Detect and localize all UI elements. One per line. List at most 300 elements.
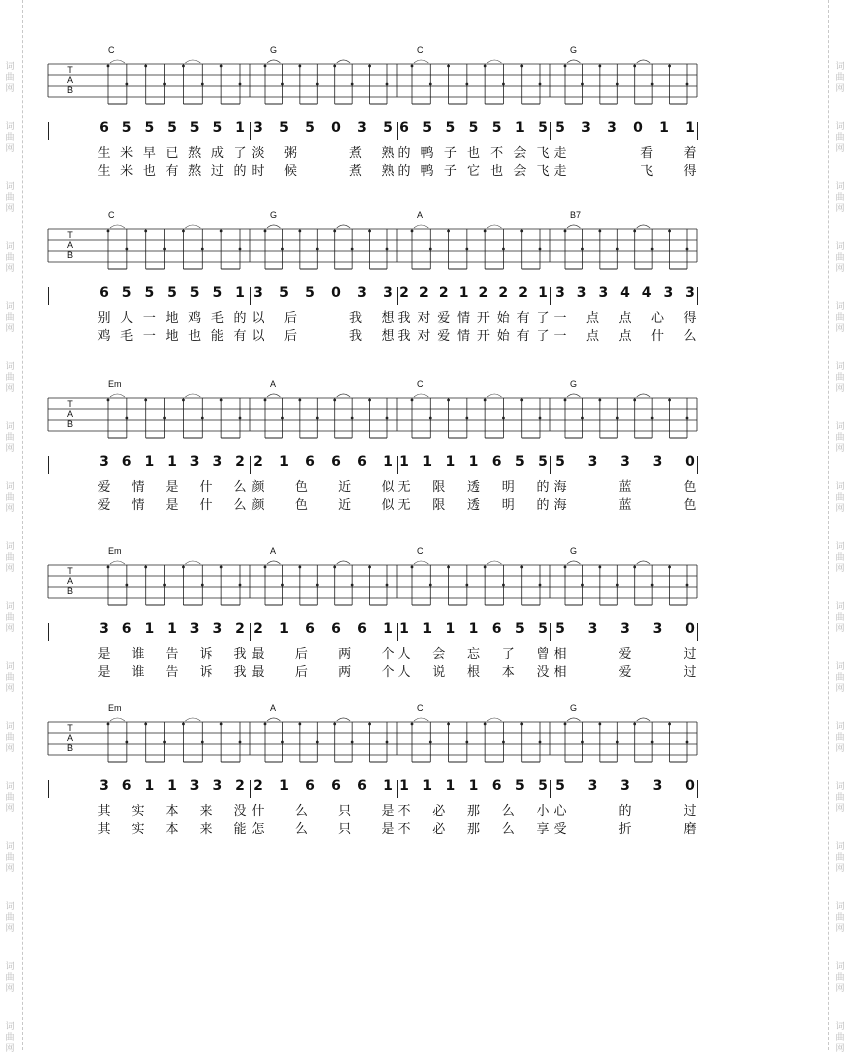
- strum-dot: [429, 741, 432, 744]
- note-number: 2: [478, 285, 489, 301]
- strum-dot: [539, 83, 542, 86]
- watermark-char: 网: [835, 1044, 845, 1054]
- lyric-char: 能: [210, 329, 224, 344]
- note-number: 5: [305, 285, 315, 301]
- watermark-char: 词: [835, 362, 845, 372]
- strum-dot: [616, 584, 619, 587]
- note-number: 4: [641, 285, 652, 301]
- strum-dot: [564, 566, 567, 569]
- lyric-char: 会: [513, 164, 527, 179]
- lyric-char: 的: [397, 146, 411, 161]
- strum-dot: [316, 741, 319, 744]
- note-number: 5: [538, 454, 548, 470]
- tie-mark: [487, 60, 501, 63]
- tie-mark: [185, 394, 200, 397]
- tie-mark: [637, 225, 650, 228]
- lyric-char: 已: [165, 146, 179, 161]
- lyric-char: 爱: [618, 647, 632, 662]
- strum-dot: [581, 584, 584, 587]
- note-number: 1: [422, 454, 433, 470]
- lyric-row: [0, 643, 850, 661]
- tab-label: T: [67, 723, 73, 733]
- lyric-char: 来: [199, 804, 213, 819]
- number-bar-line: [48, 122, 49, 140]
- tie-mark: [267, 225, 280, 228]
- tab-label: T: [67, 399, 73, 409]
- lyric-char: 也: [490, 164, 504, 179]
- lyric-char: 地: [165, 311, 179, 326]
- strum-dot: [333, 65, 336, 68]
- note-number: 1: [445, 621, 456, 637]
- watermark-char: 网: [835, 384, 845, 394]
- note-number: 1: [514, 120, 525, 136]
- lyric-char: 近: [338, 498, 352, 513]
- strum-dot: [465, 741, 468, 744]
- chord-name: C: [417, 546, 424, 556]
- tab-system: [0, 543, 850, 713]
- strum-dot: [333, 723, 336, 726]
- watermark-char: 词: [5, 662, 15, 672]
- watermark-char: 网: [5, 684, 15, 694]
- note-number: 3: [663, 285, 674, 301]
- note-number: 3: [253, 120, 263, 136]
- strum-dot: [564, 65, 567, 68]
- lyric-char: 一: [553, 311, 567, 326]
- watermark-char: 词: [835, 602, 845, 612]
- note-number: 1: [279, 454, 289, 470]
- strum-dot: [668, 566, 671, 569]
- strum-dot: [351, 83, 354, 86]
- strum-dot: [298, 399, 301, 402]
- lyric-char: 有: [516, 329, 530, 344]
- note-number: 5: [555, 778, 565, 794]
- strum-dot: [368, 399, 371, 402]
- watermark-char: 词: [835, 902, 845, 912]
- watermark-char: 词: [835, 122, 845, 132]
- watermark-char: 曲: [5, 133, 15, 143]
- note-number: 1: [167, 778, 177, 794]
- note-number: 6: [305, 454, 315, 470]
- note-number: 2: [418, 285, 429, 301]
- lyric-char: 不: [397, 804, 411, 819]
- lyric-char: 必: [432, 804, 446, 819]
- strum-dot: [368, 230, 371, 233]
- watermark-char: 曲: [5, 73, 15, 83]
- chord-name: Em: [108, 703, 122, 713]
- watermark-char: 网: [5, 744, 15, 754]
- watermark-char: 词: [5, 1022, 15, 1032]
- note-number: 3: [576, 285, 587, 301]
- lyric-char: 只: [338, 822, 352, 837]
- tie-mark: [267, 394, 280, 397]
- watermark-char: 曲: [5, 553, 15, 563]
- lyric-char: 诉: [199, 647, 213, 662]
- lyric-char: 始: [496, 311, 510, 326]
- tab-label: T: [67, 566, 73, 576]
- lyric-char: 两: [338, 647, 352, 662]
- tab-label: B: [66, 85, 74, 95]
- numbered-notation-row: [0, 454, 850, 476]
- note-number: 1: [685, 120, 695, 136]
- note-number: 5: [514, 454, 525, 470]
- lyric-char: 对: [417, 329, 431, 344]
- chord-name: A: [417, 210, 424, 220]
- tab-label: A: [66, 75, 74, 85]
- lyric-char: 来: [199, 822, 213, 837]
- watermark-char: 词: [5, 722, 15, 732]
- watermark-char: 词: [5, 62, 15, 72]
- watermark-char: 网: [835, 624, 845, 634]
- watermark-char: 词: [5, 782, 15, 792]
- lyric-char: 我: [348, 311, 362, 326]
- tie-mark: [110, 225, 125, 228]
- watermark-char: 网: [5, 1044, 15, 1054]
- strum-dot: [581, 417, 584, 420]
- watermark-char: 曲: [835, 913, 845, 923]
- note-number: 3: [253, 285, 263, 301]
- strum-dot: [539, 248, 542, 251]
- strum-dot: [351, 248, 354, 251]
- lyric-char: 能: [233, 822, 247, 837]
- strum-dot: [465, 83, 468, 86]
- lyric-char: 时: [251, 164, 265, 179]
- lyric-char: 的: [536, 480, 550, 495]
- note-number: 5: [538, 778, 548, 794]
- numbered-notation-row: [0, 120, 850, 142]
- tie-mark: [414, 225, 428, 228]
- strum-dot: [633, 230, 636, 233]
- strum-dot: [264, 399, 267, 402]
- watermark-char: 曲: [835, 793, 845, 803]
- watermark-char: 网: [5, 984, 15, 994]
- tie-mark: [337, 394, 350, 397]
- lyric-char: 我: [233, 647, 247, 662]
- watermark-char: 词: [835, 182, 845, 192]
- watermark-char: 网: [835, 864, 845, 874]
- strum-dot: [125, 741, 128, 744]
- strum-dot: [182, 566, 185, 569]
- strum-dot: [386, 584, 389, 587]
- note-number: 5: [514, 621, 525, 637]
- lyric-char: 心: [553, 804, 567, 819]
- lyric-row: [0, 325, 850, 343]
- note-number: 1: [383, 454, 393, 470]
- tab-label: A: [66, 733, 74, 743]
- chord-name: Em: [108, 379, 122, 389]
- note-number: 1: [399, 778, 409, 794]
- strum-dot: [182, 723, 185, 726]
- note-number: 6: [121, 454, 132, 470]
- strum-dot: [220, 723, 223, 726]
- lyric-char: 说: [432, 665, 446, 680]
- strum-dot: [447, 566, 450, 569]
- lyric-char: 点: [585, 311, 599, 326]
- note-number: 6: [121, 621, 132, 637]
- note-number: 2: [399, 285, 409, 301]
- watermark-char: 曲: [5, 733, 15, 743]
- lyric-char: 么: [233, 498, 247, 513]
- lyric-char: 鸭: [420, 164, 434, 179]
- note-number: 6: [491, 621, 502, 637]
- watermark-char: 曲: [5, 793, 15, 803]
- watermark-char: 网: [5, 444, 15, 454]
- note-number: 5: [555, 120, 565, 136]
- lyric-char: 不: [490, 146, 504, 161]
- lyric-char: 看: [640, 146, 654, 161]
- tie-mark: [414, 60, 428, 63]
- note-number: 5: [189, 120, 200, 136]
- strum-dot: [429, 83, 432, 86]
- strum-dot: [182, 399, 185, 402]
- lyric-char: 的: [618, 804, 632, 819]
- lyric-char: 了: [233, 146, 247, 161]
- watermark-char: 网: [5, 504, 15, 514]
- lyric-char: 其: [97, 804, 111, 819]
- chord-name: C: [417, 379, 424, 389]
- note-number: 2: [235, 621, 245, 637]
- strum-dot: [651, 584, 654, 587]
- lyric-row: [0, 661, 850, 679]
- note-number: 5: [491, 120, 502, 136]
- note-number: 5: [445, 120, 456, 136]
- number-bar-line: [550, 456, 551, 474]
- strum-dot: [298, 230, 301, 233]
- lyric-char: 个: [381, 665, 395, 680]
- lyric-char: 情: [131, 480, 145, 495]
- tab-system: [0, 700, 850, 870]
- lyric-char: 告: [165, 665, 179, 680]
- lyric-char: 煮: [348, 146, 362, 161]
- chord-name: G: [570, 703, 578, 713]
- strum-dot: [368, 65, 371, 68]
- note-number: 1: [468, 778, 479, 794]
- tab-label: A: [66, 409, 74, 419]
- lyric-char: 想: [381, 311, 395, 326]
- watermark-text: [834, 1022, 846, 1055]
- note-number: 1: [538, 285, 548, 301]
- tab-staff: [0, 700, 850, 778]
- lyric-char: 小: [536, 804, 550, 819]
- note-number: 5: [538, 120, 548, 136]
- note-number: 1: [235, 120, 245, 136]
- strum-dot: [502, 584, 505, 587]
- tie-mark: [567, 394, 580, 397]
- note-number: 1: [468, 454, 479, 470]
- note-number: 6: [99, 285, 109, 301]
- strum-dot: [411, 230, 414, 233]
- watermark-char: 曲: [5, 613, 15, 623]
- lyric-char: 情: [131, 498, 145, 513]
- lyric-row: [0, 800, 850, 818]
- lyric-char: 是: [381, 804, 395, 819]
- note-number: 1: [383, 621, 393, 637]
- watermark-char: 词: [835, 962, 845, 972]
- watermark-char: 曲: [5, 313, 15, 323]
- watermark-char: 曲: [5, 973, 15, 983]
- lyric-char: 海: [553, 498, 567, 513]
- strum-dot: [220, 566, 223, 569]
- note-number: 3: [652, 778, 663, 794]
- lyric-char: 告: [165, 647, 179, 662]
- watermark-char: 网: [5, 324, 15, 334]
- tab-label: B: [66, 586, 74, 596]
- lyric-char: 的: [233, 164, 247, 179]
- lyric-char: 什: [199, 480, 213, 495]
- tab-label: T: [67, 230, 73, 240]
- tie-mark: [637, 394, 650, 397]
- watermark-char: 曲: [835, 493, 845, 503]
- tie-mark: [567, 225, 580, 228]
- chord-name: A: [270, 379, 277, 389]
- tie-mark: [337, 60, 350, 63]
- note-number: 2: [253, 454, 263, 470]
- lyric-char: 也: [142, 164, 156, 179]
- lyric-char: 熟: [381, 146, 395, 161]
- strum-dot: [651, 417, 654, 420]
- tie-mark: [110, 60, 125, 63]
- lyric-char: 开: [476, 329, 490, 344]
- note-number: 3: [357, 285, 367, 301]
- note-number: 1: [383, 778, 393, 794]
- strum-dot: [107, 566, 110, 569]
- watermark-char: 词: [5, 482, 15, 492]
- lyric-char: 毛: [210, 311, 224, 326]
- lyric-row: [0, 476, 850, 494]
- strum-dot: [368, 566, 371, 569]
- note-number: 6: [491, 778, 502, 794]
- watermark-char: 词: [835, 842, 845, 852]
- watermark-char: 词: [5, 362, 15, 372]
- note-number: 5: [279, 285, 289, 301]
- tie-mark: [267, 561, 280, 564]
- strum-dot: [316, 248, 319, 251]
- note-number: 1: [458, 285, 469, 301]
- lyric-char: 明: [501, 498, 515, 513]
- watermark-char: 词: [835, 662, 845, 672]
- number-bar-line: [550, 623, 551, 641]
- strum-dot: [581, 248, 584, 251]
- strum-dot: [447, 723, 450, 726]
- strum-dot: [163, 83, 166, 86]
- lyric-char: 米: [120, 164, 134, 179]
- lyric-char: 鸭: [420, 146, 434, 161]
- strum-dot: [368, 723, 371, 726]
- chord-name: G: [570, 45, 578, 55]
- note-number: 3: [189, 454, 200, 470]
- note-number: 2: [253, 778, 263, 794]
- strum-dot: [125, 417, 128, 420]
- lyric-char: 什: [650, 329, 664, 344]
- lyric-char: 子: [443, 164, 457, 179]
- lyric-char: 飞: [536, 164, 550, 179]
- watermark-char: 曲: [835, 1033, 845, 1043]
- note-number: 3: [685, 285, 695, 301]
- strum-dot: [144, 566, 147, 569]
- strum-dot: [502, 248, 505, 251]
- lyric-char: 有: [516, 311, 530, 326]
- strum-dot: [316, 83, 319, 86]
- strum-dot: [333, 399, 336, 402]
- note-number: 5: [212, 120, 223, 136]
- watermark-char: 网: [835, 924, 845, 934]
- strum-dot: [411, 566, 414, 569]
- watermark-char: 曲: [835, 853, 845, 863]
- lyric-char: 是: [97, 665, 111, 680]
- lyric-char: 过: [210, 164, 224, 179]
- strum-dot: [686, 417, 689, 420]
- lyric-char: 米: [120, 146, 134, 161]
- lyric-char: 享: [536, 822, 550, 837]
- note-number: 5: [121, 285, 132, 301]
- lyric-char: 折: [618, 822, 632, 837]
- lyric-char: 那: [466, 822, 480, 837]
- lyric-char: 成: [210, 146, 224, 161]
- lyric-char: 是: [165, 480, 179, 495]
- tab-staff: [0, 207, 850, 285]
- strum-dot: [220, 399, 223, 402]
- tie-mark: [414, 561, 428, 564]
- lyric-char: 没: [233, 804, 247, 819]
- lyric-char: 两: [338, 665, 352, 680]
- strum-dot: [264, 723, 267, 726]
- lyric-char: 熬: [188, 146, 202, 161]
- lyric-char: 蓝: [618, 480, 632, 495]
- note-number: 0: [685, 454, 695, 470]
- strum-dot: [633, 566, 636, 569]
- strum-dot: [520, 566, 523, 569]
- lyric-char: 颜: [251, 498, 265, 513]
- strum-dot: [429, 584, 432, 587]
- tie-mark: [185, 225, 200, 228]
- lyric-char: 人: [120, 311, 134, 326]
- strum-dot: [125, 83, 128, 86]
- watermark-char: 网: [835, 264, 845, 274]
- tab-label: B: [66, 743, 74, 753]
- lyric-char: 么: [501, 822, 515, 837]
- strum-dot: [686, 248, 689, 251]
- strum-dot: [333, 230, 336, 233]
- lyric-char: 曾: [536, 647, 550, 662]
- strum-dot: [239, 584, 242, 587]
- strum-dot: [598, 399, 601, 402]
- lyric-char: 一: [553, 329, 567, 344]
- strum-dot: [520, 65, 523, 68]
- lyric-char: 怎: [251, 822, 265, 837]
- note-number: 1: [659, 120, 669, 136]
- lyric-char: 么: [294, 804, 308, 819]
- watermark-char: 曲: [835, 613, 845, 623]
- strum-dot: [411, 723, 414, 726]
- lyric-char: 鸡: [97, 329, 111, 344]
- lyric-char: 点: [618, 311, 632, 326]
- chord-name: A: [270, 546, 277, 556]
- tab-staff: [0, 42, 850, 120]
- note-number: 5: [121, 120, 132, 136]
- lyric-char: 爱: [437, 311, 451, 326]
- note-number: 6: [399, 120, 409, 136]
- strum-dot: [351, 741, 354, 744]
- strum-dot: [386, 248, 389, 251]
- tie-mark: [637, 60, 650, 63]
- strum-dot: [465, 248, 468, 251]
- lyric-char: 的: [233, 311, 247, 326]
- tie-mark: [637, 561, 650, 564]
- number-bar-line: [550, 287, 551, 305]
- note-number: 5: [468, 120, 479, 136]
- strum-dot: [125, 248, 128, 251]
- lyric-char: 得: [683, 164, 697, 179]
- lyric-char: 么: [683, 329, 697, 344]
